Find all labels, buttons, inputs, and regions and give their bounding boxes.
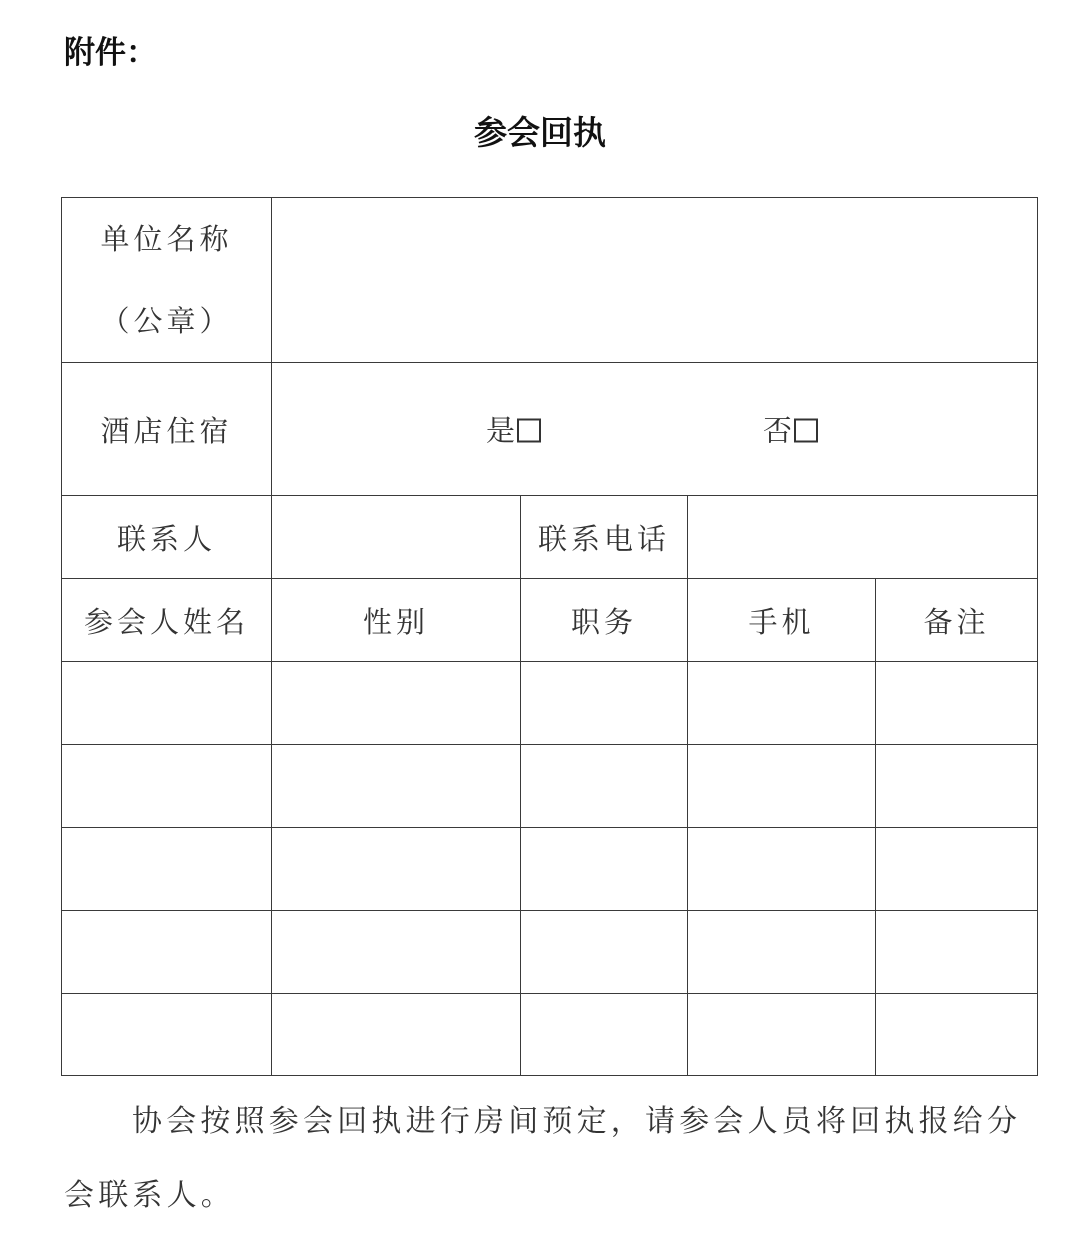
attendee-mobile-cell[interactable] bbox=[688, 745, 876, 828]
document-title: 参会回执 bbox=[474, 113, 606, 152]
hotel-no-checkbox[interactable] bbox=[794, 419, 818, 443]
attendee-mobile-cell[interactable] bbox=[688, 662, 876, 745]
attendee-gender-cell[interactable] bbox=[272, 828, 521, 911]
attendee-name-cell[interactable] bbox=[62, 994, 272, 1076]
attendee-name-cell[interactable] bbox=[62, 911, 272, 994]
column-header-gender: 性别 bbox=[272, 579, 521, 662]
attendee-row bbox=[62, 662, 1038, 745]
contact-row bbox=[62, 496, 1038, 579]
hotel-no-label: 否 bbox=[763, 413, 793, 448]
hotel-row bbox=[62, 363, 1038, 496]
attendee-mobile-cell[interactable] bbox=[688, 911, 876, 994]
registration-form-table bbox=[61, 197, 1038, 1076]
column-header-remarks: 备注 bbox=[876, 579, 1038, 662]
attendee-remarks-cell[interactable] bbox=[876, 662, 1038, 745]
unit-name-label-line1: 单位名称 bbox=[100, 222, 233, 256]
attendee-gender-cell[interactable] bbox=[272, 662, 521, 745]
contact-field[interactable] bbox=[272, 496, 521, 579]
column-header-name: 参会人姓名 bbox=[62, 579, 272, 662]
attendee-remarks-cell[interactable] bbox=[876, 911, 1038, 994]
column-header-position: 职务 bbox=[521, 579, 688, 662]
attendee-position-cell[interactable] bbox=[521, 911, 688, 994]
attachment-label: 附件： bbox=[64, 35, 157, 71]
attendee-remarks-cell[interactable] bbox=[876, 994, 1038, 1076]
hotel-no-option[interactable] bbox=[763, 409, 818, 450]
unit-name-row bbox=[62, 198, 1038, 363]
attendee-row bbox=[62, 745, 1038, 828]
attendee-remarks-cell[interactable] bbox=[876, 745, 1038, 828]
attendee-gender-cell[interactable] bbox=[272, 911, 521, 994]
attendee-header-row bbox=[62, 579, 1038, 662]
contact-label: 联系人 bbox=[62, 496, 272, 579]
attendee-position-cell[interactable] bbox=[521, 828, 688, 911]
hotel-yes-label: 是 bbox=[486, 413, 516, 448]
column-header-mobile: 手机 bbox=[688, 579, 876, 662]
attendee-name-cell[interactable] bbox=[62, 828, 272, 911]
attendee-row bbox=[62, 994, 1038, 1076]
attendee-gender-cell[interactable] bbox=[272, 745, 521, 828]
hotel-yes-checkbox[interactable] bbox=[517, 419, 541, 443]
attendee-position-cell[interactable] bbox=[521, 994, 688, 1076]
attendee-gender-cell[interactable] bbox=[272, 994, 521, 1076]
attendee-name-cell[interactable] bbox=[62, 745, 272, 828]
unit-name-field[interactable] bbox=[272, 198, 1038, 363]
attendee-position-cell[interactable] bbox=[521, 745, 688, 828]
hotel-label: 酒店住宿 bbox=[62, 363, 272, 496]
attendee-row bbox=[62, 828, 1038, 911]
attendee-row bbox=[62, 911, 1038, 994]
attendee-mobile-cell[interactable] bbox=[688, 994, 876, 1076]
unit-name-label bbox=[62, 198, 272, 363]
contact-phone-label: 联系电话 bbox=[521, 496, 688, 579]
unit-name-label-line2: （公章） bbox=[100, 304, 233, 338]
attendee-mobile-cell[interactable] bbox=[688, 828, 876, 911]
hotel-choice-cell bbox=[272, 363, 1038, 496]
hotel-yes-option[interactable] bbox=[486, 409, 541, 450]
attendee-remarks-cell[interactable] bbox=[876, 828, 1038, 911]
attendee-position-cell[interactable] bbox=[521, 662, 688, 745]
attendee-name-cell[interactable] bbox=[62, 662, 272, 745]
contact-phone-field[interactable] bbox=[688, 496, 1038, 579]
footer-note: 协会按照参会回执进行房间预定，请参会人员将回执报给分会联系人。 bbox=[64, 1104, 1022, 1213]
